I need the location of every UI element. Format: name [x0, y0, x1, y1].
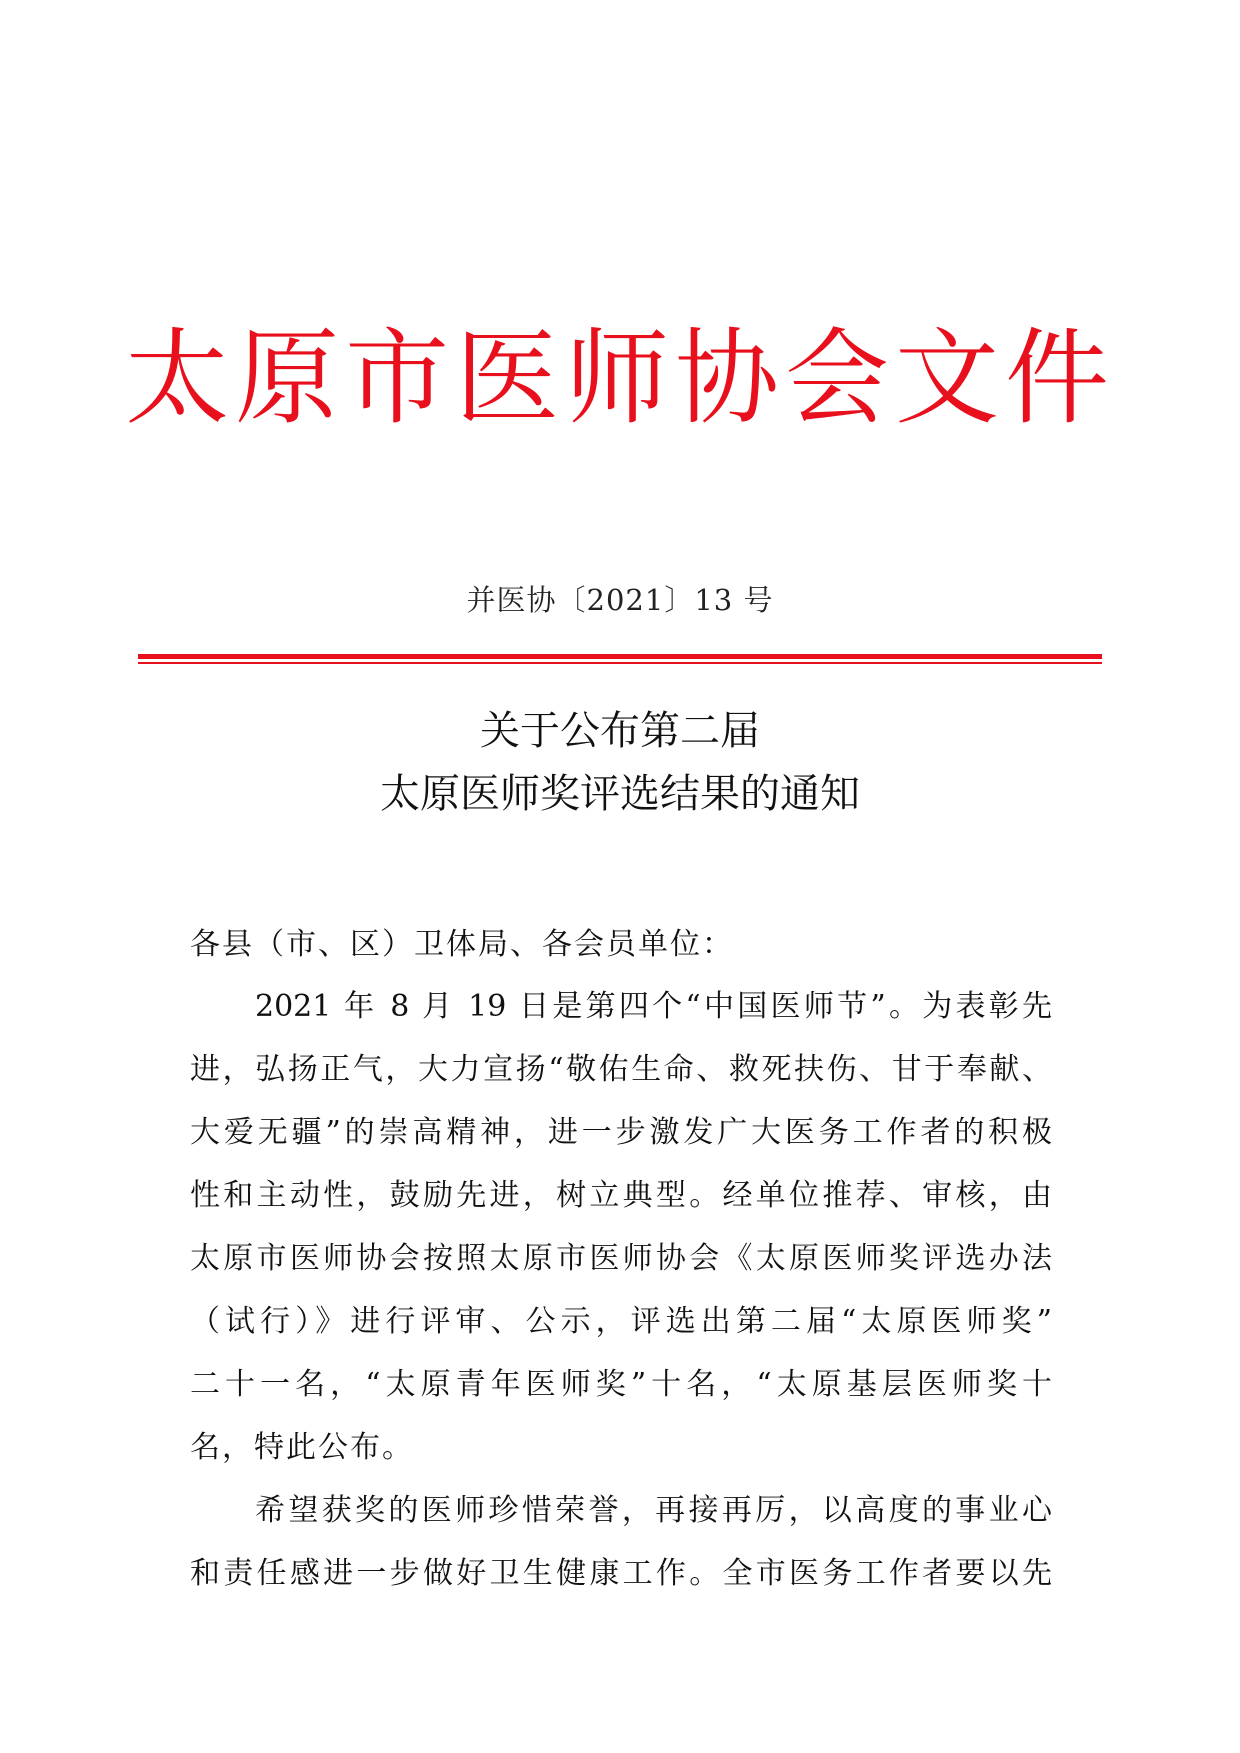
body-line: 希望获奖的医师珍惜荣誉，再接再厉，以高度的事业心 — [255, 1493, 1052, 1528]
addressee: 各县（市、区）卫体局、各会员单位： — [190, 927, 734, 962]
notice-title-line-1: 关于公布第二届 — [480, 708, 760, 754]
document-header-title: 太原市医师协会文件 — [124, 317, 1115, 439]
notice-title-line-2: 太原医师奖评选结果的通知 — [380, 771, 860, 817]
body-line: 性和主动性，鼓励先进，树立典型。经单位推荐、审核，由 — [190, 1178, 1052, 1213]
body-line: 太原市医师协会按照太原市医师协会《太原医师奖评选办法 — [190, 1241, 1052, 1276]
red-divider-thick — [138, 654, 1102, 659]
red-divider-thin — [138, 662, 1102, 664]
body-line: 大爱无疆”的崇高精神，进一步激发广大医务工作者的积极 — [190, 1115, 1052, 1150]
document-number: 并医协〔2021〕13 号 — [466, 583, 774, 617]
body-line: 2021 年 8 月 19 日是第四个“中国医师节”。为表彰先 — [255, 989, 1052, 1024]
body-line: 进，弘扬正气，大力宣扬“敬佑生命、救死扶伤、甘于奉献、 — [190, 1052, 1052, 1087]
body-line: （试行）》进行评审、公示，评选出第二届“太原医师奖” — [190, 1304, 1052, 1339]
body-line: 名，特此公布。 — [190, 1430, 414, 1465]
body-line: 二十一名，“太原青年医师奖”十名，“太原基层医师奖十 — [190, 1367, 1052, 1402]
body-line: 和责任感进一步做好卫生健康工作。全市医务工作者要以先 — [190, 1556, 1052, 1591]
